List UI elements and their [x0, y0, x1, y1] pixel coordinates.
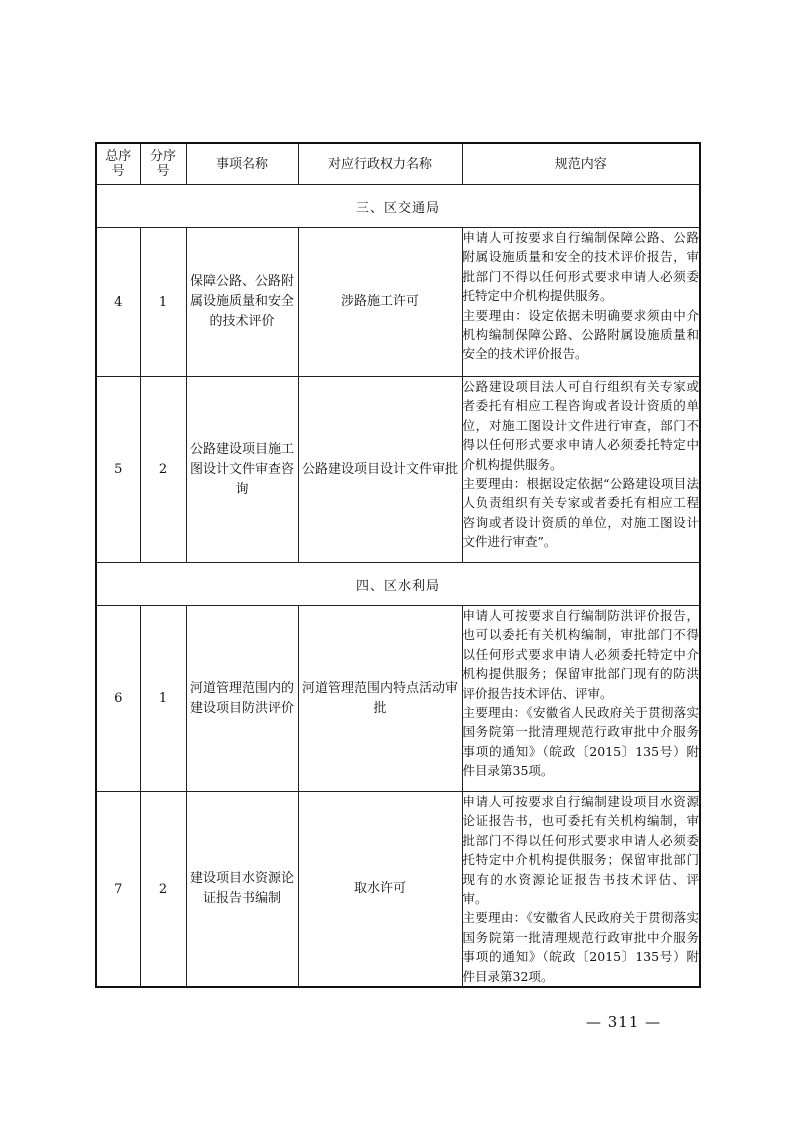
table-row — [96, 228, 700, 377]
table-row — [96, 377, 700, 563]
section-title: 四、区水利局 — [96, 563, 700, 606]
sub-no: 1 — [140, 606, 186, 792]
table-row — [96, 606, 700, 792]
content-cell — [462, 606, 700, 792]
section-title: 三、区交通局 — [96, 185, 700, 228]
sub-no: 2 — [140, 792, 186, 988]
table-row — [96, 792, 700, 988]
item-name: 保障公路、公路附属设施质量和安全的技术评价 — [186, 228, 298, 377]
reason-text: 主要理由：设定依据未明确要求须由中介机构编制保障公路、公路附属设施质量和安全的技术评价报告。 — [462, 307, 699, 362]
item-name: 公路建设项目施工图设计文件审查咨询 — [186, 377, 298, 563]
sub-no: 2 — [140, 377, 186, 563]
section-row — [96, 563, 700, 606]
section-row — [96, 185, 700, 228]
item-name: 建设项目水资源论证报告书编制 — [186, 792, 298, 988]
header-sub-no: 分序号 — [140, 143, 186, 185]
power-name: 涉路施工许可 — [298, 228, 462, 377]
total-no: 6 — [96, 606, 140, 792]
header-content: 规范内容 — [462, 143, 700, 185]
content-text: 申请人可按要求自行编制保障公路、公路附属设施质量和安全的技术评价报告，审批部门不得以任何形式要求申请人必须委托特定中介机构提供服务。 — [462, 230, 699, 304]
header-row — [96, 143, 700, 185]
page-number: — 311 — — [586, 1013, 662, 1031]
total-no: 7 — [96, 792, 140, 988]
sub-no: 1 — [140, 228, 186, 377]
header-power-name: 对应行政权力名称 — [298, 143, 462, 185]
header-item-name: 事项名称 — [186, 143, 298, 185]
total-no: 5 — [96, 377, 140, 563]
item-name: 河道管理范围内的建设项目防洪评价 — [186, 606, 298, 792]
power-name: 公路建设项目设计文件审批 — [298, 377, 462, 563]
content-text: 公路建设项目法人可自行组织有关专家或者委托有相应工程咨询或者设计资质的单位，对施工图设计文件进行审查，部门不得以任何形式要求申请人必须委托特定中介机构提供服务。 — [462, 379, 699, 472]
content-text: 申请人可按要求自行编制防洪评价报告，也可以委托有关机构编制，审批部门不得以任何形式要求申请人必须委托特定中介机构提供服务；保留审批部门现有的防洪评价报告技术评估、评审。 — [462, 608, 699, 701]
reason-text: 主要理由：《安徽省人民政府关于贯彻落实国务院第一批清理规范行政审批中介服务事项的通知》（皖政〔2015〕135号）附件目录第35项。 — [462, 705, 699, 779]
content-text: 申请人可按要求自行编制建设项目水资源论证报告书，也可委托有关机构编制，审批部门不得以任何形式要求申请人必须委托特定中介机构提供服务；保留审批部门现有的水资源论证报告书技术评估、评审。 — [462, 794, 699, 907]
content-cell — [462, 792, 700, 988]
total-no: 4 — [96, 228, 140, 377]
content-cell — [462, 377, 700, 563]
power-name: 取水许可 — [298, 792, 462, 988]
header-total-no: 总序号 — [96, 143, 140, 185]
regulation-table — [95, 142, 701, 988]
power-name: 河道管理范围内特点活动审批 — [298, 606, 462, 792]
reason-text: 主要理由：根据设定依据“公路建设项目法人负责组织有关专家或者委托有相应工程咨询或者设计资质的单位，对施工图设计文件进行审查”。 — [462, 476, 699, 550]
content-cell — [462, 228, 700, 377]
reason-text: 主要理由：《安徽省人民政府关于贯彻落实国务院第一批清理规范行政审批中介服务事项的通知》（皖政〔2015〕135号）附件目录第32项。 — [462, 910, 699, 984]
